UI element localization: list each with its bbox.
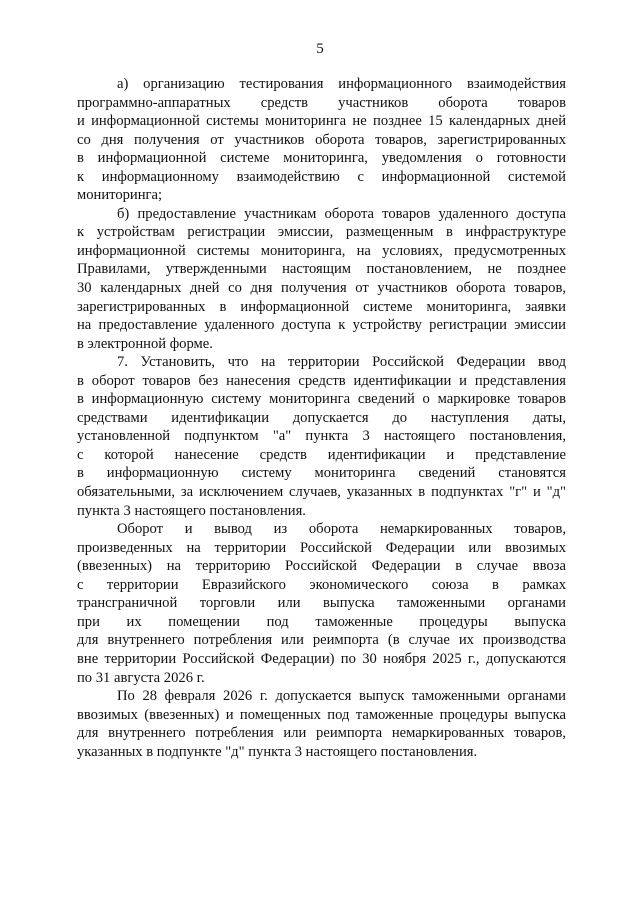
text-line: Оборот и вывод из оборота немаркированных товаров,: [117, 521, 566, 538]
text-line: с которой нанесение средств идентификации и представление: [77, 446, 566, 463]
text-line: обязательными, за исключением случаев, указанных в подпунктах "г" и "д": [77, 484, 566, 501]
document-body: [77, 75, 566, 761]
text-line: в информационной системе мониторинга, уведомления о готовности: [77, 150, 566, 167]
text-line: Правилами, утвержденными настоящим постановлением, не позднее: [77, 261, 566, 278]
page-number: 5: [316, 41, 324, 57]
text-line: для внутреннего потребления или реимпорта (в случае их производства: [77, 632, 566, 649]
paragraph-turnover: [77, 520, 566, 687]
text-line: указанных в подпункте "д" пункта 3 настоящего постановления.: [77, 743, 478, 760]
text-line: По 28 февраля 2026 г. допускается выпуск таможенными органами: [117, 688, 566, 705]
text-line: средствами идентификации допускается до наступления даты,: [77, 409, 566, 426]
text-line: в информационную систему мониторинга сведений становятся: [77, 465, 566, 482]
paragraph-subitem-b: [77, 205, 566, 353]
text-line: (ввезенных) на территорию Российской Федерации в случае ввоза: [77, 558, 566, 575]
text-line: при их помещении под таможенные процедуры выпуска: [77, 613, 566, 630]
text-line: в оборот товаров без нанесения средств идентификации и представления: [77, 372, 566, 389]
text-line: пункта 3 настоящего постановления.: [77, 502, 306, 519]
paragraph-subitem-a: [77, 75, 566, 205]
text-line: с территории Евразийского экономического союза в рамках: [77, 576, 566, 593]
text-line: трансграничной торговли или выпуска таможенными органами: [77, 595, 566, 612]
text-line: зарегистрированных в информационной системе мониторинга, заявки: [77, 298, 566, 315]
text-line: и информационной системы мониторинга не позднее 15 календарных дней: [77, 113, 566, 130]
text-line: к устройствам регистрации эмиссии, размещенным в инфраструктуре: [77, 224, 566, 241]
text-line: программно-аппаратных средств участников оборота товаров: [77, 94, 566, 111]
text-line: 30 календарных дней со дня получения от участников оборота товаров,: [77, 280, 566, 297]
text-line: к информационному взаимодействию с информационной системой: [77, 168, 566, 185]
paragraph-february: [77, 687, 566, 761]
text-line: мониторинга;: [77, 187, 163, 204]
text-line: установленной подпунктом "а" пункта 3 настоящего постановления,: [77, 428, 566, 445]
text-line: 7. Установить, что на территории Российской Федерации ввод: [117, 354, 566, 371]
text-line: произведенных на территории Российской Федерации или ввозимых: [77, 539, 566, 556]
text-line: для внутреннего потребления или реимпорта немаркированных товаров,: [77, 725, 566, 742]
text-line: со дня получения от участников оборота товаров, зарегистрированных: [77, 131, 566, 148]
text-line: в электронной форме.: [77, 335, 213, 352]
text-line: по 31 августа 2026 г.: [77, 669, 205, 686]
text-line: б) предоставление участникам оборота товаров удаленного доступа: [117, 205, 566, 222]
paragraph-item-7: [77, 353, 566, 520]
text-line: ввозимых (ввезенных) и помещенных под таможенные процедуры выпуска: [77, 706, 566, 723]
text-line: на предоставление удаленного доступа к устройству регистрации эмиссии: [77, 317, 566, 334]
text-line: информационной системы мониторинга, на условиях, предусмотренных: [77, 242, 566, 259]
text-line: в информационную систему мониторинга сведений о маркировке товаров: [77, 391, 566, 408]
text-line: вне территории Российской Федерации) по 30 ноября 2025 г., допускаются: [77, 650, 566, 667]
text-line: а) организацию тестирования информационного взаимодействия: [117, 76, 566, 92]
